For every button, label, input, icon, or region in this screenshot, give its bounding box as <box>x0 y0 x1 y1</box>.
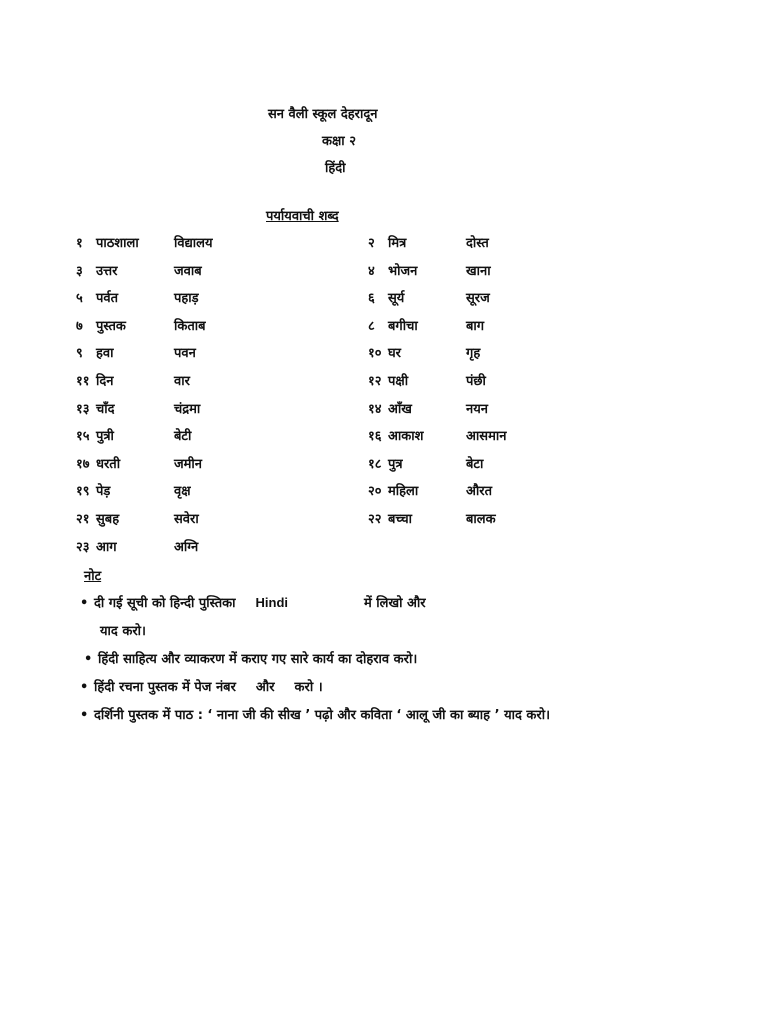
synonym-word: महिला <box>388 484 419 500</box>
synonym-number: ८ <box>368 318 375 334</box>
synonym-word: पुत्री <box>96 429 114 445</box>
synonym-word: बच्चा <box>388 511 412 527</box>
synonym-word: भोजन <box>388 263 418 279</box>
synonym-row <box>76 509 676 537</box>
note-heading: नोट <box>84 569 102 584</box>
synonym-value: पहाड़ <box>174 291 199 307</box>
synonym-word: चाँद <box>96 401 115 417</box>
bullet-icon: • <box>80 708 89 723</box>
synonym-value: सवेरा <box>174 511 199 527</box>
synonym-entry <box>76 343 196 361</box>
synonym-number: ११ <box>76 373 90 389</box>
synonym-entry <box>368 371 486 389</box>
synonym-number: ४ <box>368 263 375 279</box>
synonym-number: ६ <box>368 291 375 307</box>
synonym-word: पेड़ <box>96 484 111 500</box>
synonym-word: घर <box>388 346 402 362</box>
synonym-value: नयन <box>466 401 488 417</box>
synonym-value: खाना <box>466 263 491 279</box>
synonym-word: सुबह <box>96 511 120 527</box>
section-title: पर्यायवाची शब्द <box>266 209 339 224</box>
synonym-entry <box>368 233 489 251</box>
synonym-entry <box>368 316 484 334</box>
synonym-word: सूर्य <box>388 291 405 307</box>
synonym-row <box>76 426 676 454</box>
synonym-number: १ <box>76 236 83 251</box>
note-item-3 <box>80 677 323 695</box>
synonym-value: जवाब <box>174 263 202 279</box>
synonym-number: २ <box>368 236 375 251</box>
note-item-3-end: करो । <box>294 680 323 695</box>
synonym-row <box>76 399 676 427</box>
synonym-word: पुस्तक <box>96 318 126 334</box>
synonym-value: पंछी <box>466 373 486 389</box>
bullet-icon: • <box>84 652 93 667</box>
synonym-word: आग <box>96 539 117 555</box>
synonym-entry <box>76 316 206 334</box>
note-item-3-text: हिंदी रचना पुस्तक में पेज नंबर <box>94 680 236 695</box>
note-item-1 <box>80 593 426 611</box>
synonym-word: हवा <box>96 346 114 362</box>
synonym-word: बगीचा <box>388 318 418 334</box>
synonym-value: चंद्रमा <box>174 401 201 417</box>
synonym-value: सूरज <box>466 291 490 307</box>
synonym-number: २३ <box>76 539 90 555</box>
synonym-word: धरती <box>96 456 121 472</box>
note-item-1-continuation: याद करो। <box>100 624 146 639</box>
synonym-word: दिन <box>96 373 114 389</box>
synonym-number: २० <box>368 484 382 500</box>
synonym-row <box>76 316 676 344</box>
note-item-1-book-name: Hindi <box>255 595 288 610</box>
synonym-row <box>76 537 676 565</box>
synonym-row <box>76 454 676 482</box>
synonym-entry <box>76 399 200 417</box>
synonym-value: बेटी <box>174 429 192 445</box>
synonym-row <box>76 288 676 316</box>
note-item-1-text: दी गई सूची को हिन्दी पुस्तिका <box>94 596 236 611</box>
synonym-number: १७ <box>76 456 90 472</box>
synonym-entry <box>368 343 480 361</box>
note-item-4 <box>80 705 550 723</box>
synonym-number: २१ <box>76 511 90 527</box>
synonym-word: आँख <box>388 401 412 417</box>
synonym-number: ३ <box>76 263 83 279</box>
synonym-number: ७ <box>76 318 83 334</box>
synonym-word: पर्वत <box>96 291 119 307</box>
synonym-number: १९ <box>76 484 90 500</box>
synonym-value: विद्यालय <box>174 236 213 251</box>
synonym-word: पुत्र <box>388 456 403 472</box>
synonym-row <box>76 371 676 399</box>
synonym-value: किताब <box>174 318 206 334</box>
synonym-word: मित्र <box>388 236 407 251</box>
synonym-number: १३ <box>76 401 90 417</box>
synonym-entry <box>368 481 492 499</box>
synonym-entry <box>76 454 202 472</box>
synonym-number: २२ <box>368 511 382 527</box>
synonym-value: गृह <box>466 346 481 362</box>
synonym-row <box>76 261 676 289</box>
synonym-number: ५ <box>76 291 83 307</box>
synonym-number: ९ <box>76 346 83 362</box>
note-item-1-text-end: में लिखो और <box>364 596 426 611</box>
synonym-value: बेटा <box>466 456 484 472</box>
bullet-icon: • <box>80 596 89 611</box>
synonym-value: औरत <box>466 484 493 500</box>
synonym-entry <box>368 426 506 444</box>
synonym-number: १८ <box>368 456 382 472</box>
synonym-entry <box>76 233 213 251</box>
synonym-entry <box>76 537 198 555</box>
synonym-entry <box>76 371 190 389</box>
bullet-icon: • <box>80 680 89 695</box>
synonym-row <box>76 233 676 261</box>
synonym-number: १५ <box>76 429 90 445</box>
synonym-value: अग्नि <box>174 539 199 555</box>
synonym-number: १४ <box>368 401 382 417</box>
class-label: कक्षा २ <box>322 134 356 149</box>
synonym-word: पक्षी <box>388 373 409 389</box>
synonym-word: पाठशाला <box>96 236 139 251</box>
synonym-word: उत्तर <box>96 263 118 279</box>
synonym-value: जमीन <box>174 456 203 472</box>
synonym-number: १२ <box>368 373 382 389</box>
synonym-entry <box>76 481 191 499</box>
synonym-value: वृक्ष <box>174 484 191 500</box>
synonym-number: १० <box>368 346 382 362</box>
synonym-entry <box>76 509 199 527</box>
synonym-value: बाग <box>466 318 485 334</box>
note-item-3-and: और <box>255 680 275 695</box>
synonym-word: आकाश <box>388 429 424 445</box>
synonym-entry <box>368 261 491 279</box>
synonym-value: बालक <box>466 511 496 527</box>
synonym-entry <box>76 426 191 444</box>
synonym-list <box>76 233 676 564</box>
synonym-number: १६ <box>368 429 382 445</box>
note-item-2 <box>84 649 417 667</box>
synonym-value: वार <box>174 373 190 389</box>
synonym-entry <box>368 399 488 417</box>
synonym-entry <box>76 288 199 306</box>
synonym-row <box>76 481 676 509</box>
synonym-entry <box>368 509 496 527</box>
note-item-2-text: हिंदी साहित्य और व्याकरण में कराए गए सारे कार्य का दोहराव करो। <box>98 652 418 667</box>
synonym-value: दोस्त <box>466 236 489 251</box>
subject-label: हिंदी <box>325 161 346 176</box>
synonym-entry <box>368 454 483 472</box>
synonym-entry <box>76 261 202 279</box>
school-name: सन वैली स्कूल देहरादून <box>268 107 378 122</box>
synonym-value: आसमान <box>466 429 507 445</box>
synonym-entry <box>368 288 490 306</box>
synonym-value: पवन <box>174 346 196 362</box>
synonym-row <box>76 343 676 371</box>
note-item-4-text: दर्शिनी पुस्तक में पाठ : ‘ नाना जी की सीख ’ पढ़ो और कविता ‘ आलू जी का ब्याह ’ याद करो। <box>94 708 550 723</box>
